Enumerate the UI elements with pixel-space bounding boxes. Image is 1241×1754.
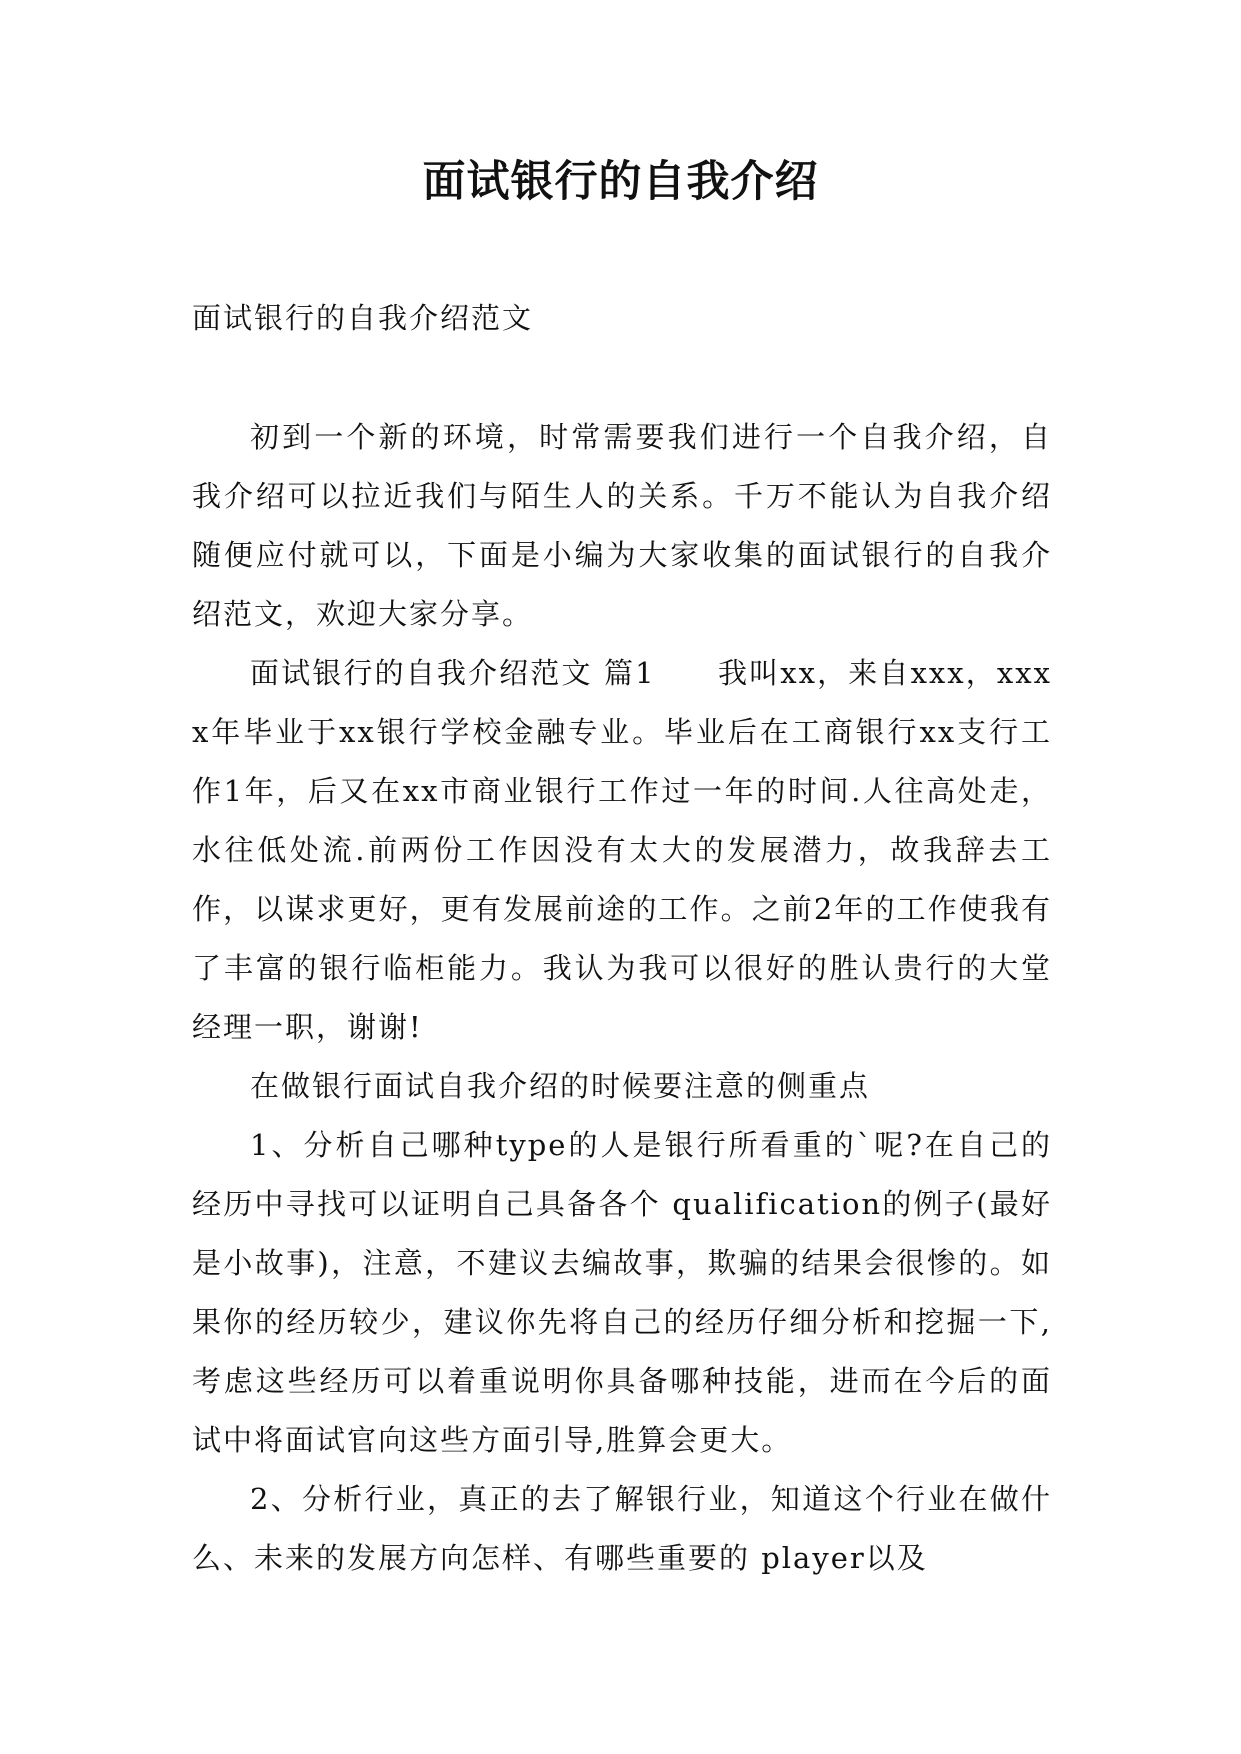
paragraph-key-points-heading: 在做银行面试自我介绍的时候要注意的侧重点 [250, 1069, 871, 1103]
paragraph-point-1: 1、分析自己哪种type的人是银行所看重的`呢?在自己的经历中寻找可以证明自己具备各个 qualification的例子(最好是小故事)，注意，不建议去编故事，欺骗的结果会很惨的。如果你的经历较少，建议你先将自己的经历仔细分析和挖掘一下,考虑这些经历可以着重说明你具备哪种技能，进而在今后的面试中将面试官向这些方面引导,胜算会更大。 [192, 1128, 1052, 1457]
document-title: 面试银行的自我介绍 [422, 157, 819, 207]
paragraph-point-2: 2、分析行业，真正的去了解银行业，知道这个行业在做什么、未来的发展方向怎样、有哪些重要的 player以及 [192, 1482, 1052, 1575]
document-subtitle: 面试银行的自我介绍范文 [192, 301, 534, 335]
document-body [192, 408, 1052, 1588]
paragraph-sample-1: 面试银行的自我介绍范文 篇1 我叫xx，来自xxx，xxxx年毕业于xx银行学校金融专业。毕业后在工商银行xx支行工作1年，后又在xx市商业银行工作过一年的时间.人往高处走，水往低处流.前两份工作因没有太大的发展潜力，故我辞去工作，以谋求更好，更有发展前途的工作。之前2年的工作使我有了丰富的银行临柜能力。我认为我可以很好的胜认贵行的大堂经理一职，谢谢! [192, 656, 1052, 1044]
paragraph-intro: 初到一个新的环境，时常需要我们进行一个自我介绍，自我介绍可以拉近我们与陌生人的关系。千万不能认为自我介绍随便应付就可以，下面是小编为大家收集的面试银行的自我介绍范文，欢迎大家分享。 [192, 420, 1052, 631]
